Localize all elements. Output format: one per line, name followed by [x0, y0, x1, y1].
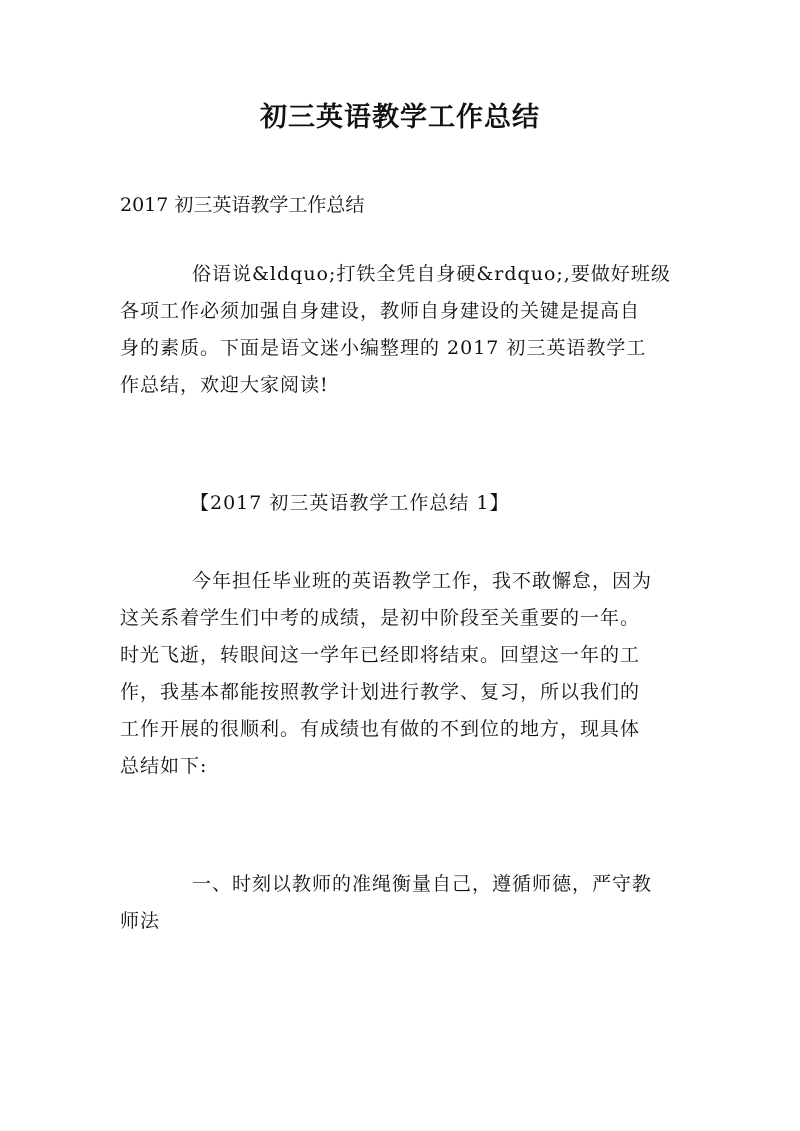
intro-line: 俗语说&ldquo;打铁全凭自身硬&rdquo;,要做好班级	[192, 263, 671, 285]
point-line: 师法	[120, 910, 161, 932]
section-heading: 【2017 初三英语教学工作总结 1】	[190, 492, 510, 514]
body-line: 时光飞逝，转眼间这一学年已经即将结束。回望这一年的工	[120, 644, 641, 666]
intro-line: 作总结，欢迎大家阅读!	[120, 374, 329, 396]
body-line: 作，我基本都能按照教学计划进行教学、复习，所以我们的	[120, 681, 641, 703]
body-line: 总结如下:	[120, 755, 208, 777]
point-line: 一、时刻以教师的准绳衡量自己，遵循师德，严守教	[192, 873, 653, 895]
body-line: 今年担任毕业班的英语教学工作，我不敢懈怠，因为	[192, 570, 653, 592]
body-line: 工作开展的很顺利。有成绩也有做的不到位的地方，现具体	[120, 718, 641, 740]
document-title: 初三英语教学工作总结	[260, 102, 540, 133]
intro-paragraph	[120, 256, 690, 404]
point-paragraph	[120, 866, 690, 940]
body-paragraph	[120, 563, 690, 785]
body-line: 这关系着学生们中考的成绩，是初中阶段至关重要的一年。	[120, 607, 641, 629]
intro-line: 身的素质。下面是语文迷小编整理的 2017 初三英语教学工	[120, 337, 647, 359]
document-subtitle: 2017 初三英语教学工作总结	[120, 194, 365, 216]
intro-line: 各项工作必须加强自身建设，教师自身建设的关键是提高自	[120, 300, 641, 322]
